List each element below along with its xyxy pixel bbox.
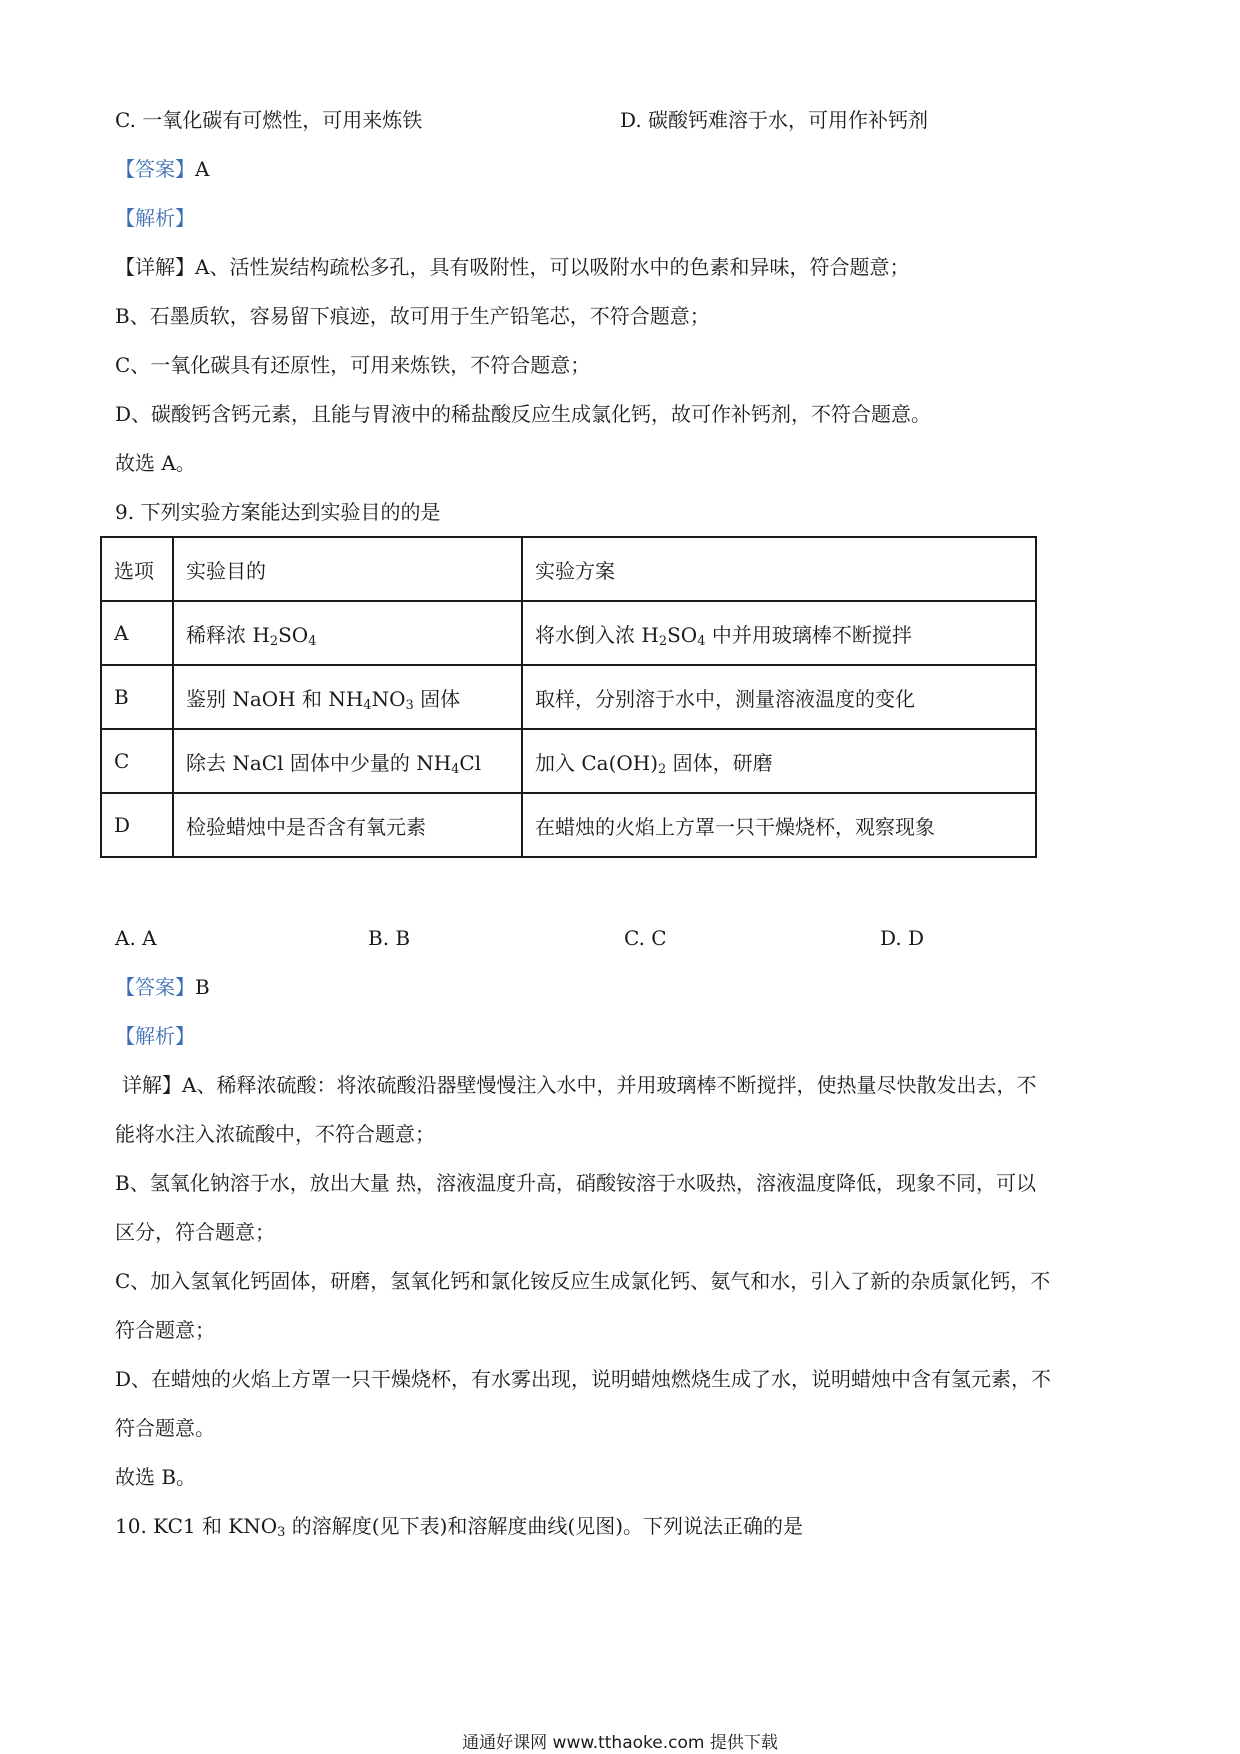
subscript: 4 [451,761,460,777]
q9-detail-line: C、加入氢氧化钙固体，研磨，氢氧化钙和氯化铵反应生成氯化钙、氨气和水，引入了新的杂质氯化钙，不 [115,1269,1051,1293]
subscript: 4 [697,633,706,649]
subscript: 2 [269,633,279,649]
table-header-row [101,537,1036,601]
q9-stem: 9. 下列实验方案能达到实验目的的是 [115,500,441,524]
row-option: C [101,729,173,793]
subscript: 4 [308,633,317,649]
table-row [101,601,1036,665]
text: 加入 Ca(OH) [535,750,659,775]
text: 除去 NaCl 固体中少量的 NH [186,750,452,775]
page-footer: 通通好课网 www.tthaoke.com 提供下载 [462,1733,778,1753]
row-plan: 取样，分别溶于水中，测量溶液温度的变化 [522,665,1036,729]
q9-choice-d: D. D [880,926,925,950]
text: 鉴别 NaOH 和 NH [186,686,364,711]
subscript: 2 [658,761,667,777]
text: 稀释浓 H [186,622,270,647]
subscript: 3 [277,1525,286,1540]
q8-detail-line: B、石墨质软，容易留下痕迹，故可用于生产铅笔芯，不符合题意； [115,304,710,328]
detail-tag: 【详解】 [115,255,195,279]
text: 固体，研磨 [666,750,773,775]
q9-choice-a: A. A [115,926,157,950]
q9-detail-line: 区分，符合题意； [115,1220,275,1244]
text: NO [371,686,406,711]
q8-option-d: D. 碳酸钙难溶于水，可用作补钙剂 [620,108,929,132]
q9-conclusion: 故选 B。 [115,1465,197,1489]
q9-detail-line: 符合题意。 [115,1416,215,1440]
header-option: 选项 [101,537,173,601]
row-plan: 在蜡烛的火焰上方罩一只干燥烧杯，观察现象 [522,793,1036,857]
answer-tag: 【答案】 [115,157,195,181]
q9-experiment-table [100,536,1037,858]
text: Cl [459,750,482,775]
detail-text: A、活性炭结构疏松多孔，具有吸附性，可以吸附水中的色素和异味，符合题意； [195,255,910,279]
row-plan [522,601,1036,665]
text: 的溶解度(见下表)和溶解度曲线(见图)。下列说法正确的是 [285,1514,804,1538]
answer-value: B [195,975,210,999]
q9-detail-line: 能将水注入浓硫酸中，不符合题意； [115,1122,435,1146]
answer-tag: 【答案】 [115,975,195,999]
text: SO [667,622,698,647]
q9-detail-line: B、氢氧化钠溶于水，放出大量 热，溶液温度升高，硝酸铵溶于水吸热，溶液温度降低，现象不同，可以 [115,1171,1037,1195]
q8-option-c: C. 一氧化碳有可燃性，可用来炼铁 [115,108,423,132]
text: 中并用玻璃棒不断搅拌 [705,622,912,647]
row-purpose [173,601,522,665]
row-option: B [101,665,173,729]
row-option: A [101,601,173,665]
q9-detail-line: D、在蜡烛的火焰上方罩一只干燥烧杯，有水雾出现，说明蜡烛燃烧生成了水，说明蜡烛中含有氢元素，不 [115,1367,1052,1391]
answer-value: A [195,157,210,181]
row-purpose [173,729,522,793]
q8-detail-line: D、碳酸钙含钙元素，且能与胃液中的稀盐酸反应生成氯化钙，故可作补钙剂，不符合题意。 [115,402,932,426]
q10-stem [115,1512,803,1540]
q8-detail-line: C、一氧化碳具有还原性，可用来炼铁，不符合题意； [115,353,591,377]
header-plan: 实验方案 [522,537,1036,601]
q9-detail-line: 符合题意； [115,1318,215,1342]
q9-analysis-tag: 【解析】 [115,1024,195,1048]
text: 10. KC1 和 KNO [115,1514,278,1538]
q9-choice-b: B. B [368,926,411,950]
q8-detail-line [115,253,909,281]
text: SO [278,622,309,647]
row-purpose [173,665,522,729]
row-plan [522,729,1036,793]
subscript: 3 [405,697,414,713]
q9-choice-c: C. C [624,926,667,950]
q8-analysis-tag: 【解析】 [115,206,195,230]
table-row [101,793,1036,857]
subscript: 4 [363,697,372,713]
text: 将水倒入浓 H [535,622,659,647]
text: 固体 [413,686,461,711]
row-option: D [101,793,173,857]
q9-answer [115,973,210,1001]
q9-detail-line: 详解】A、稀释浓硫酸：将浓硫酸沿器壁慢慢注入水中，并用玻璃棒不断搅拌，使热量尽快散发出去，不 [122,1073,1037,1097]
row-purpose: 检验蜡烛中是否含有氧元素 [173,793,522,857]
subscript: 2 [658,633,668,649]
table-row [101,665,1036,729]
q8-answer [115,155,209,183]
q8-conclusion: 故选 A。 [115,451,196,475]
table-row [101,729,1036,793]
header-purpose: 实验目的 [173,537,522,601]
